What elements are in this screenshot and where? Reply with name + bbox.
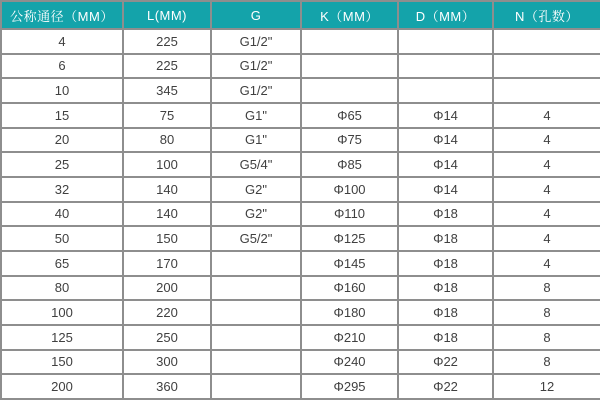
table-cell: 4: [493, 152, 600, 177]
table-header: [1, 1, 600, 29]
table-cell: 4: [493, 128, 600, 153]
table-cell: Φ110: [301, 202, 398, 227]
table-cell: [398, 78, 493, 103]
table-body: [1, 29, 600, 399]
table-cell: [211, 300, 301, 325]
table-cell: Φ18: [398, 325, 493, 350]
table-cell: [301, 54, 398, 79]
table-cell: Φ14: [398, 152, 493, 177]
table-cell: Φ14: [398, 128, 493, 153]
table-cell: Φ295: [301, 374, 398, 399]
table-cell: 75: [123, 103, 211, 128]
table-cell: Φ22: [398, 350, 493, 375]
column-header-d: D（MM）: [398, 1, 493, 29]
table-cell: Φ14: [398, 103, 493, 128]
table-cell: [301, 78, 398, 103]
table-cell: 8: [493, 276, 600, 301]
table-cell: Φ145: [301, 251, 398, 276]
table-cell: Φ125: [301, 226, 398, 251]
table-cell: 80: [123, 128, 211, 153]
table-row: [1, 226, 600, 251]
table-cell: 4: [493, 103, 600, 128]
table-cell: 200: [123, 276, 211, 301]
table-cell: 80: [1, 276, 123, 301]
column-header-g: G: [211, 1, 301, 29]
table-cell: G1/2": [211, 78, 301, 103]
table-row: [1, 103, 600, 128]
table-cell: [301, 29, 398, 54]
table-cell: 65: [1, 251, 123, 276]
table-cell: 300: [123, 350, 211, 375]
table-cell: Φ18: [398, 202, 493, 227]
table-row: [1, 374, 600, 399]
table-cell: G1/2": [211, 29, 301, 54]
table-cell: G1": [211, 128, 301, 153]
table-cell: [211, 325, 301, 350]
table-row: [1, 350, 600, 375]
table-cell: 6: [1, 54, 123, 79]
table-header-row: [1, 1, 600, 29]
table-cell: [493, 54, 600, 79]
column-header-k: K（MM）: [301, 1, 398, 29]
table-cell: 4: [493, 226, 600, 251]
table-cell: 25: [1, 152, 123, 177]
table-cell: 140: [123, 202, 211, 227]
table-cell: 10: [1, 78, 123, 103]
table-cell: 4: [493, 202, 600, 227]
table-cell: Φ75: [301, 128, 398, 153]
column-header-nominal-diameter: 公称通径（MM）: [1, 1, 123, 29]
table-cell: Φ14: [398, 177, 493, 202]
table-cell: 4: [1, 29, 123, 54]
table-cell: Φ85: [301, 152, 398, 177]
table-cell: 32: [1, 177, 123, 202]
table-cell: 8: [493, 325, 600, 350]
table-cell: 20: [1, 128, 123, 153]
table-cell: 4: [493, 251, 600, 276]
table-row: [1, 276, 600, 301]
table-cell: 4: [493, 177, 600, 202]
table-cell: 100: [1, 300, 123, 325]
table-cell: Φ240: [301, 350, 398, 375]
table-cell: G2": [211, 202, 301, 227]
table-cell: 225: [123, 29, 211, 54]
table-cell: Φ18: [398, 300, 493, 325]
table-cell: [211, 276, 301, 301]
table-cell: G1/2": [211, 54, 301, 79]
table-cell: G5/4": [211, 152, 301, 177]
table-cell: 8: [493, 350, 600, 375]
table-cell: 225: [123, 54, 211, 79]
table-row: [1, 251, 600, 276]
table-row: [1, 152, 600, 177]
table-cell: [493, 29, 600, 54]
table-cell: G5/2": [211, 226, 301, 251]
table-cell: [493, 78, 600, 103]
table-cell: 150: [1, 350, 123, 375]
table-cell: Φ100: [301, 177, 398, 202]
table-cell: 8: [493, 300, 600, 325]
table-cell: 100: [123, 152, 211, 177]
table-cell: 140: [123, 177, 211, 202]
column-header-l: L(MM): [123, 1, 211, 29]
table-cell: Φ180: [301, 300, 398, 325]
table-cell: [211, 350, 301, 375]
table-cell: 345: [123, 78, 211, 103]
table-cell: [398, 54, 493, 79]
table-row: [1, 177, 600, 202]
table-row: [1, 29, 600, 54]
table-cell: Φ65: [301, 103, 398, 128]
table-cell: 12: [493, 374, 600, 399]
table-cell: 220: [123, 300, 211, 325]
table-row: [1, 78, 600, 103]
table-cell: Φ18: [398, 276, 493, 301]
table-cell: Φ160: [301, 276, 398, 301]
table-cell: 200: [1, 374, 123, 399]
table-cell: Φ18: [398, 251, 493, 276]
table-cell: Φ18: [398, 226, 493, 251]
table-row: [1, 128, 600, 153]
table-cell: G1": [211, 103, 301, 128]
table-cell: 250: [123, 325, 211, 350]
table-row: [1, 202, 600, 227]
table-cell: [211, 374, 301, 399]
table-cell: G2": [211, 177, 301, 202]
table-cell: 150: [123, 226, 211, 251]
table-cell: 15: [1, 103, 123, 128]
table-cell: 40: [1, 202, 123, 227]
table-cell: Φ210: [301, 325, 398, 350]
table-row: [1, 300, 600, 325]
table-cell: 170: [123, 251, 211, 276]
table-row: [1, 54, 600, 79]
table-cell: 50: [1, 226, 123, 251]
table-cell: Φ22: [398, 374, 493, 399]
table-cell: [211, 251, 301, 276]
column-header-n-holes: N（孔数）: [493, 1, 600, 29]
table-cell: 125: [1, 325, 123, 350]
table-cell: [398, 29, 493, 54]
table-cell: 360: [123, 374, 211, 399]
table-row: [1, 325, 600, 350]
